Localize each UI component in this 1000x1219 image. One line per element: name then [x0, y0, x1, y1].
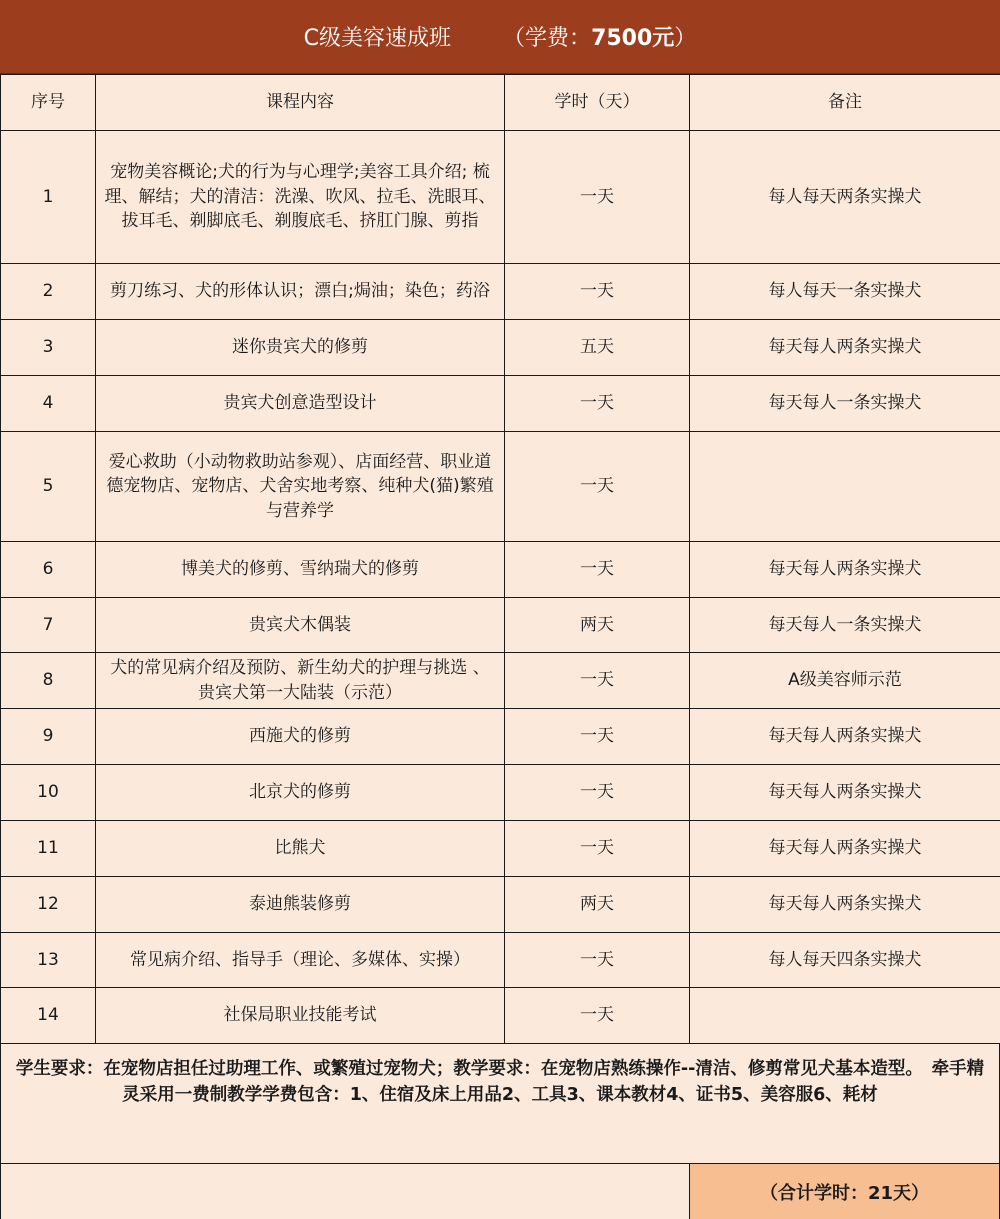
table-row	[1, 709, 1000, 765]
row-hours: 一天	[505, 542, 690, 598]
row-remark: 每天每人两条实操犬	[690, 709, 1000, 765]
total-hours: （合计学时：21天）	[689, 1164, 1000, 1219]
fee-amount: 7500元	[591, 26, 675, 51]
row-hours: 一天	[505, 264, 690, 320]
row-no: 14	[1, 988, 96, 1044]
row-hours: 一天	[505, 709, 690, 765]
table-row	[1, 376, 1000, 432]
row-remark: 每天每人两条实操犬	[690, 821, 1000, 877]
row-no: 13	[1, 933, 96, 988]
row-remark: 每人每天一条实操犬	[690, 264, 1000, 320]
row-hours: 两天	[505, 877, 690, 933]
header-remark: 备注	[690, 75, 1000, 131]
row-hours: 一天	[505, 765, 690, 821]
row-remark	[690, 988, 1000, 1044]
table-row	[1, 821, 1000, 877]
row-hours: 一天	[505, 131, 690, 264]
table-row	[1, 542, 1000, 598]
row-hours: 五天	[505, 320, 690, 376]
row-hours: 一天	[505, 376, 690, 432]
row-content: 博美犬的修剪、雪纳瑞犬的修剪	[96, 542, 505, 598]
row-no: 10	[1, 765, 96, 821]
row-content: 泰迪熊装修剪	[96, 877, 505, 933]
row-remark: A级美容师示范	[690, 653, 1000, 709]
row-no: 4	[1, 376, 96, 432]
table-row	[1, 988, 1000, 1044]
row-remark: 每天每人一条实操犬	[690, 376, 1000, 432]
row-hours: 一天	[505, 821, 690, 877]
row-no: 8	[1, 653, 96, 709]
course-table	[0, 74, 1000, 1044]
row-remark: 每天每人两条实操犬	[690, 320, 1000, 376]
row-content: 比熊犬	[96, 821, 505, 877]
table-row	[1, 933, 1000, 988]
summary-blank-cell	[0, 1164, 689, 1219]
row-no: 12	[1, 877, 96, 933]
row-content: 宠物美容概论;犬的行为与心理学;美容工具介绍; 梳理、解结；犬的清洁：洗澡、吹风、拉毛、洗眼耳、拔耳毛、剃脚底毛、剃腹底毛、挤肛门腺、剪指	[96, 131, 505, 264]
row-hours: 一天	[505, 432, 690, 542]
row-no: 7	[1, 598, 96, 653]
row-remark: 每人每天四条实操犬	[690, 933, 1000, 988]
row-content: 常见病介绍、指导手（理论、多媒体、实操）	[96, 933, 505, 988]
title-bar	[0, 0, 1000, 74]
table-row	[1, 598, 1000, 653]
table-row	[1, 877, 1000, 933]
row-remark: 每天每人一条实操犬	[690, 598, 1000, 653]
row-content: 西施犬的修剪	[96, 709, 505, 765]
row-no: 1	[1, 131, 96, 264]
header-no: 序号	[1, 75, 96, 131]
row-hours: 两天	[505, 598, 690, 653]
row-content: 爱心救助（小动物救助站参观）、店面经营、职业道德宠物店、宠物店、犬舍实地考察、纯种犬(猫)繁殖与营养学	[96, 432, 505, 542]
row-no: 2	[1, 264, 96, 320]
row-no: 3	[1, 320, 96, 376]
fee-prefix: （学费：	[503, 26, 592, 51]
row-hours: 一天	[505, 933, 690, 988]
row-content: 剪刀练习、犬的形体认识；漂白;焗油；染色；药浴	[96, 264, 505, 320]
row-no: 11	[1, 821, 96, 877]
fee-suffix: ）	[674, 26, 697, 51]
table-row	[1, 131, 1000, 264]
row-no: 5	[1, 432, 96, 542]
header-content: 课程内容	[96, 75, 505, 131]
row-hours: 一天	[505, 988, 690, 1044]
row-remark: 每人每天两条实操犬	[690, 131, 1000, 264]
course-title: C级美容速成班	[303, 26, 452, 51]
row-remark: 每天每人两条实操犬	[690, 765, 1000, 821]
table-row	[1, 765, 1000, 821]
row-content: 贵宾犬木偶装	[96, 598, 505, 653]
row-hours: 一天	[505, 653, 690, 709]
tuition-fee	[503, 21, 696, 52]
table-row	[1, 264, 1000, 320]
table-row	[1, 653, 1000, 709]
header-row	[1, 75, 1000, 131]
requirements-note: 学生要求：在宠物店担任过助理工作、或繁殖过宠物犬；教学要求：在宠物店熟练操作--清洁、修剪常见犬基本造型。 牵手精灵采用一费制教学学费包含：1、住宿及床上用品2、工具3、课本教材4、证书5、美容服6、耗材	[0, 1044, 1000, 1164]
table-row	[1, 432, 1000, 542]
row-remark	[690, 432, 1000, 542]
row-content: 社保局职业技能考试	[96, 988, 505, 1044]
row-content: 贵宾犬创意造型设计	[96, 376, 505, 432]
row-no: 6	[1, 542, 96, 598]
row-content: 犬的常见病介绍及预防、新生幼犬的护理与挑选 、贵宾犬第一大陆装（示范）	[96, 653, 505, 709]
row-content: 迷你贵宾犬的修剪	[96, 320, 505, 376]
summary-row	[0, 1164, 1000, 1219]
row-remark: 每天每人两条实操犬	[690, 542, 1000, 598]
row-no: 9	[1, 709, 96, 765]
header-hours: 学时（天）	[505, 75, 690, 131]
row-remark: 每天每人两条实操犬	[690, 877, 1000, 933]
table-row	[1, 320, 1000, 376]
row-content: 北京犬的修剪	[96, 765, 505, 821]
